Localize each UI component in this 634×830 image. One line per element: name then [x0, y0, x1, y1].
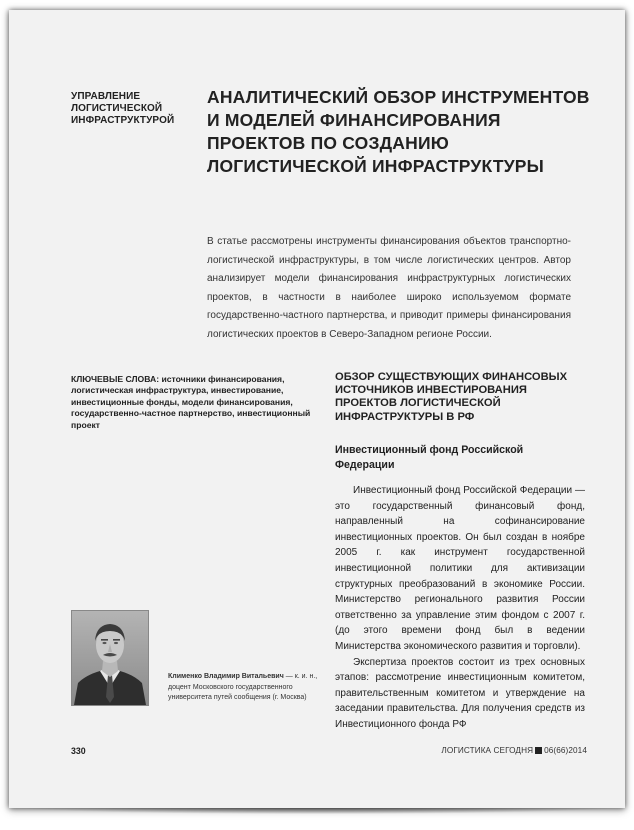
square-separator-icon: [535, 747, 542, 754]
body-text: [335, 483, 585, 733]
keywords-label: КЛЮЧЕВЫЕ СЛОВА:: [71, 374, 160, 384]
journal-issue: 06(66)2014: [544, 746, 587, 755]
author-photo: [71, 610, 149, 706]
page-number: 330: [71, 746, 86, 756]
journal-name: ЛОГИСТИКА СЕГОДНЯ: [441, 746, 534, 755]
keywords-text: источники финансирования, логистическая инфраструктура, инвестирование, инвестиционные фонды, модели финансирования, государственно-частное партнерство, инвестиционный проект: [71, 374, 311, 430]
author-info: [168, 672, 326, 704]
section-heading: ОБЗОР СУЩЕСТВУЮЩИХ ФИНАНСОВЫХ ИСТОЧНИКОВ ИНВЕСТИРОВАНИЯ ПРОЕКТОВ ЛОГИСТИЧЕСКОЙ ИНФРАСТРУКТУРЫ В РФ: [335, 371, 568, 423]
journal-footer: [441, 746, 587, 755]
article-abstract: В статье рассмотрены инструменты финансирования объектов транспортно-логистической инфраструктуры, в том числе логистических центров. Автор анализирует модели финансирования инфраструктурных логистических проектов, в частности в наиболее широко используемом формате государственно-частного партнерства, и приводит примеры финансирования логистических проектов в Северо-Западном регионе России.: [207, 236, 571, 340]
subheading: Инвестиционный фонд Российской Федерации: [335, 444, 524, 471]
article-title: АНАЛИТИЧЕСКИЙ ОБЗОР ИНСТРУМЕНТОВ И МОДЕЛЕЙ ФИНАНСИРОВАНИЯ ПРОЕКТОВ ПО СОЗДАНИЮ ЛОГИСТИЧЕСКОЙ ИНФРАСТРУКТУРЫ: [207, 87, 590, 176]
paragraph: Инвестиционный фонд Российской Федерации — это государственный финансовый фонд, направленный на софинансирование инвестиционных проектов. Он был создан в ноябре 2005 г. как инструмент государственной инвестиционной политики для активизации структурных преобразований в экономике России. Министерство регионального развития России ответственно за управление этим фондом с 2007 г. (до этого времени фонд был в ведении Министерства экономического развития и торговли).: [335, 485, 585, 652]
keywords-block: [71, 374, 311, 431]
author-name: Клименко Владимир Витальевич: [168, 673, 284, 680]
author-details: — к. и. н., доцент Московского государственного университета путей сообщения (г. Москва): [168, 673, 318, 701]
paragraph: Экспертиза проектов состоит из трех основных этапов: рассмотрение инвестиционным комитетом, правительственным комитетом и утверждение на заседании правительства. Для получения средств из Инвестиционного фонда РФ: [335, 656, 585, 730]
author-portrait-image: [72, 611, 148, 705]
section-label: УПРАВЛЕНИЕ ЛОГИСТИЧЕСКОЙ ИНФРАСТРУКТУРОЙ: [71, 91, 175, 126]
